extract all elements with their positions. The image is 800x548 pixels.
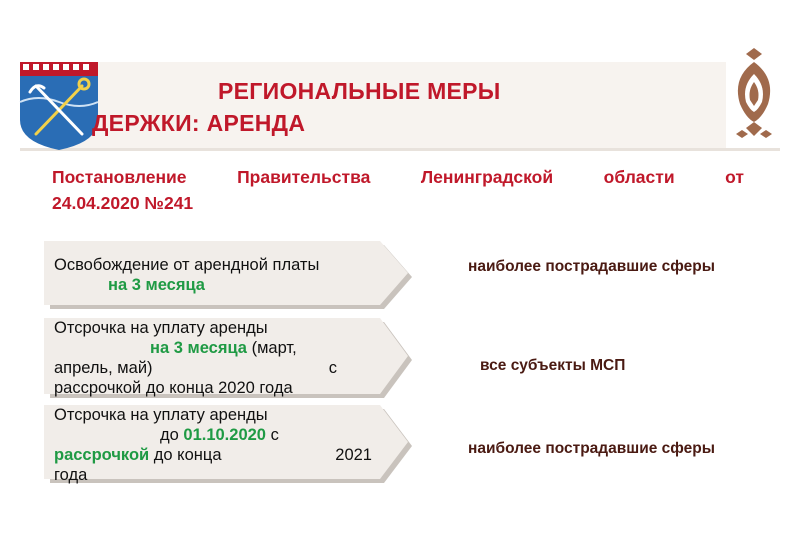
measure-1-title: Освобождение от арендной платы [54, 256, 320, 274]
decree-word: Ленинградской [420, 167, 554, 187]
decree-word: области [603, 167, 675, 187]
measure-1-duration: на 3 месяца [108, 276, 205, 294]
ornament-logo-icon [724, 48, 784, 144]
measure-3-year: 2021 [335, 446, 372, 464]
measure-3-title: Отсрочка на уплату аренды [54, 406, 268, 424]
measure-2-duration: на 3 месяца [150, 339, 247, 357]
measure-1-target: наиболее пострадавшие сферы [468, 258, 715, 275]
measure-2-months-cont: апрель, май) [54, 359, 153, 377]
measure-3-until: до [160, 426, 184, 444]
decree-reference [52, 164, 744, 216]
measure-3-until-end: до конца [149, 446, 222, 464]
measure-3-with: с [265, 426, 279, 444]
coat-of-arms-icon [18, 62, 100, 150]
decree-word: от [725, 167, 744, 187]
decree-number: 24.04.2020 №241 [52, 193, 194, 213]
measure-3-target: наиболее пострадавшие сферы [468, 440, 715, 457]
measure-2-target: все субъекты МСП [480, 357, 626, 374]
measure-2-with: с [328, 359, 337, 377]
page-title-line-2: ДЕРЖКИ: АРЕНДА [92, 110, 306, 136]
measure-2-months: (март, [246, 339, 297, 357]
measure-arrow-2 [44, 318, 412, 398]
measure-arrow-3 [44, 405, 412, 483]
measure-3-installment: рассрочкой [54, 446, 150, 464]
header-divider [20, 148, 780, 151]
measure-3-date: 01.10.2020 [183, 426, 266, 444]
measure-arrow-1 [44, 241, 412, 309]
page-title-line-1: РЕГИОНАЛЬНЫЕ МЕРЫ [218, 78, 501, 104]
decree-word: Правительства [237, 167, 371, 187]
measure-3-year-word: года [54, 466, 88, 484]
measure-2-installment: рассрочкой до конца 2020 года [54, 379, 293, 397]
measure-2-title: Отсрочка на уплату аренды [54, 319, 268, 337]
decree-word: Постановление [52, 167, 187, 187]
